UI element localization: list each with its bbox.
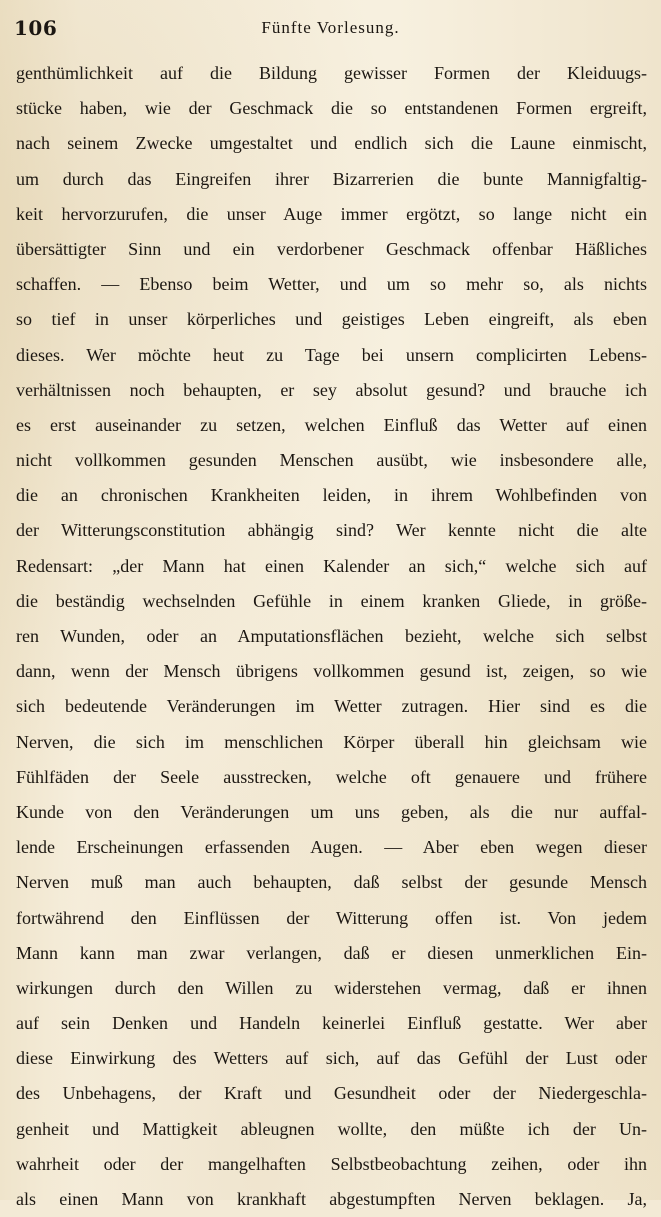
text-line: dann, wenn der Mensch übrigens vollkommen gesund ist, zeigen, so wie	[16, 661, 647, 682]
text-line: als einen Mann von krankhaft abgestumpften Nerven beklagen. Ja,	[16, 1189, 647, 1209]
text-line: Kunde von den Veränderungen um uns geben, als die nur auffal-	[16, 801, 647, 822]
text-line: fortwährend den Einflüssen der Witterung offen ist. Von jedem	[16, 907, 647, 928]
page-number: 106	[14, 16, 58, 40]
text-line: stücke haben, wie der Geschmack die so entstandenen Formen ergreift,	[16, 98, 647, 119]
text-line: keit hervorzurufen, die unser Auge immer ergötzt, so lange nicht ein	[16, 203, 647, 224]
text-line: nicht vollkommen gesunden Menschen ausübt, wie insbesondere alle,	[16, 450, 647, 471]
text-line: Nerven, die sich im menschlichen Körper überall hin gleichsam wie	[16, 731, 647, 752]
text-line: wirkungen durch den Willen zu widerstehen vermag, daß er ihnen	[16, 977, 647, 998]
text-line: der Witterungsconstitution abhängig sind? Wer kennte nicht die alte	[16, 520, 647, 541]
text-line: so tief in unser körperliches und geistiges Leben eingreift, als eben	[16, 309, 647, 330]
text-line: genthümlichkeit auf die Bildung gewisser Formen der Kleiduugs-	[16, 63, 647, 83]
text-line: sich bedeutende Veränderungen im Wetter zutragen. Hier sind es die	[16, 696, 647, 717]
text-line: genheit und Mattigkeit ableugnen wollte, den müßte ich der Un-	[16, 1118, 647, 1139]
text-line: Redensart: „der Mann hat einen Kalender an sich,“ welche sich auf	[16, 555, 647, 576]
text-line: Fühlfäden der Seele ausstrecken, welche oft genauere und frühere	[16, 766, 647, 787]
text-line: schaffen. — Ebenso beim Wetter, und um so mehr so, als nichts	[16, 274, 647, 295]
text-line: des Unbehagens, der Kraft und Gesundheit oder der Niedergeschla-	[16, 1083, 647, 1104]
text-line: auf sein Denken und Handeln keinerlei Einfluß gestatte. Wer aber	[16, 1013, 647, 1034]
text-line: dieses. Wer möchte heut zu Tage bei unsern complicirten Lebens-	[16, 344, 647, 365]
text-line: Nerven muß man auch behaupten, daß selbst der gesunde Mensch	[16, 872, 647, 893]
text-line: um durch das Eingreifen ihrer Bizarrerien die bunte Mannigfaltig-	[16, 168, 647, 189]
page-header	[14, 12, 647, 46]
text-line: es erst auseinander zu setzen, welchen Einfluß das Wetter auf einen	[16, 414, 647, 435]
running-head: Fünfte Vorlesung.	[261, 18, 400, 37]
text-line: nach seinem Zwecke umgestaltet und endlich sich die Laune einmischt,	[16, 133, 647, 154]
text-line: Mann kann man zwar verlangen, daß er diesen unmerklichen Ein-	[16, 942, 647, 963]
text-line: verhältnissen noch behaupten, er sey absolut gesund? und brauche ich	[16, 379, 647, 400]
text-line: ren Wunden, oder an Amputationsflächen bezieht, welche sich selbst	[16, 626, 647, 646]
text-line: übersättigter Sinn und ein verdorbener Geschmack offenbar Häßliches	[16, 238, 647, 259]
text-line: lende Erscheinungen erfassenden Augen. — Aber eben wegen dieser	[16, 837, 647, 858]
text-line: wahrheit oder der mangelhaften Selbstbeobachtung zeihen, oder ihn	[16, 1153, 647, 1174]
text-line: die beständig wechselnden Gefühle in einem kranken Gliede, in größe-	[16, 590, 647, 611]
text-line: die an chronischen Krankheiten leiden, in ihrem Wohlbefinden von	[16, 485, 647, 506]
body-text	[16, 56, 647, 1217]
text-line: diese Einwirkung des Wetters auf sich, auf das Gefühl der Lust oder	[16, 1048, 647, 1069]
